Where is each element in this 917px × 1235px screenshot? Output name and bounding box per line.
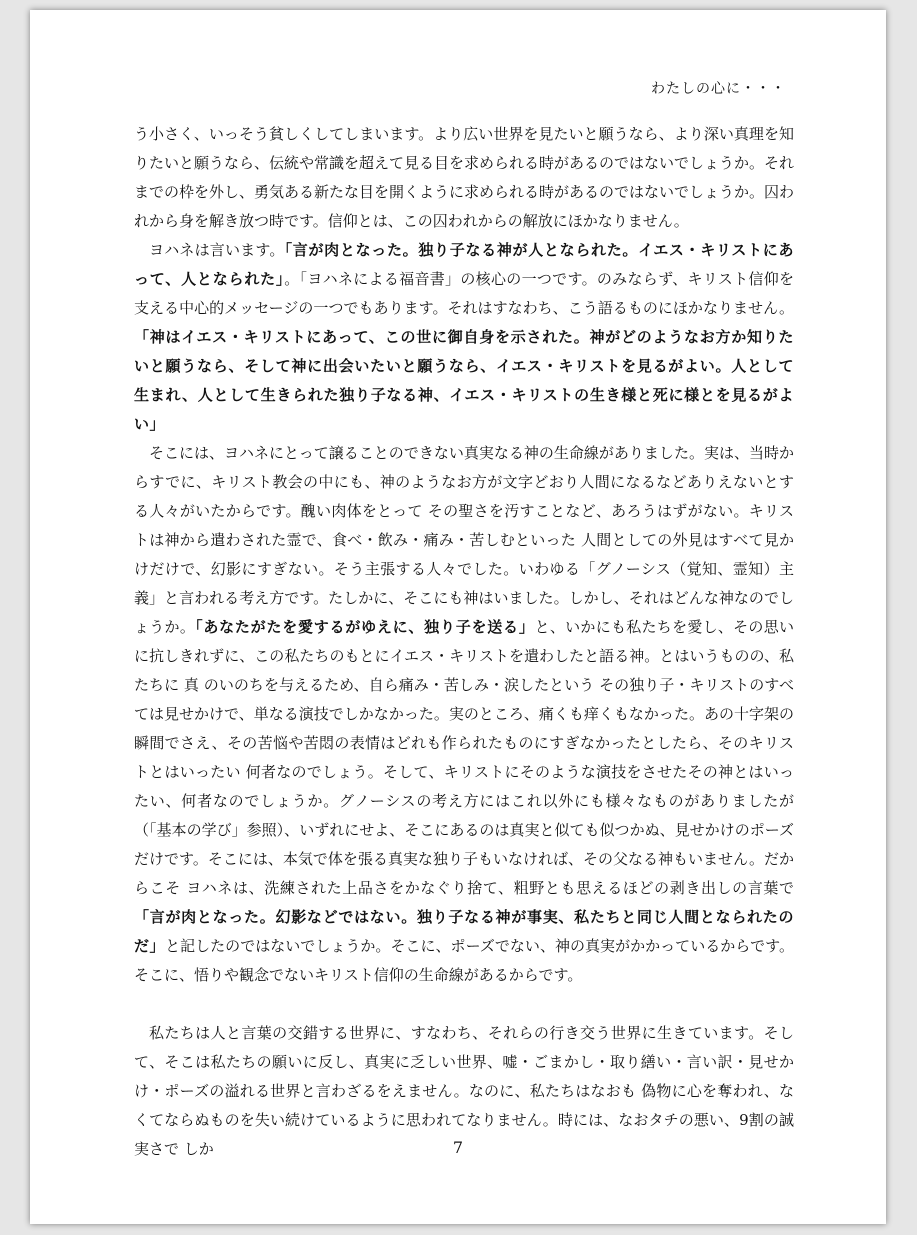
- text-run: と、いかにも私たちを愛し、その思いに抗しきれずに、この私たちのもとにイエス・キリストを遣わしたと語る神。とはいうものの、私たちに 真 のいのちを与えるため、自ら痛み・苦しみ・涙したという その独り子・キリストのすべては見せかけで、単なる演技でしかなかった。実のところ、痛くも痒くもなかった。あの十字架の瞬間でさえ、その苦悩や苦悶の表情はどれも作られたものにすぎなかったとしたら、そのキリストとはいったい 何者なのでしょう。そして、キリストにそのような演技をさせたその神とはいったい、何者なのでしょうか。グノーシスの考え方にはこれ以外にも様々なものがありましたが（「基本の学び」参照）、いずれにせよ、そこにあるのは真実と似ても似つかぬ、見せかけのポーズだけです。そこには、本気で体を張る真実な独り子もいなければ、その父なる神もいません。だからこそ ヨハネは、洗練された上品さをかなぐり捨て、粗野とも思えるほどの剥き出しの言葉で: [134, 618, 794, 897]
- text-run: そこには、ヨハネにとって譲ることのできない真実なる神の生命線がありました。実は、当時からすでに、キリスト教会の中にも、神のようなお方が文字どおり人間になるなどありえないとする人々がいたからです。醜い肉体をとって その聖さを汚すことなど、あろうはずがない。キリストは神から遣わされた霊で、食べ・飲み・痛み・苦しむといった 人間としての外見はすべて見かけだけで、幻影にすぎない。そう主張する人々でした。いわゆる「グノーシス（覚知、霊知）主義」と言われる考え方です。たしかに、そこにも神はいました。しかし、それはどんな神なのでしょうか。: [134, 444, 794, 636]
- text-run: 。「ヨハネによる福音書」の核心の一つです。のみならず、キリスト信仰を支える中心的メッセージの一つでもあります。それはすなわち、こう語るものにほかなりません。: [134, 270, 795, 317]
- text-run: と記したのではないでしょうか。そこに、ポーズでない、神の真実がかかっているからです。そこに、悟りや観念でないキリスト信仰の生命線があるからです。: [134, 937, 794, 984]
- emphasized-quote: 「言が肉となった。幻影などではない。独り子なる神が事実、私たちと同じ人間となられたのだ」: [134, 908, 794, 955]
- emphasized-quote: 「神はイエス・キリストにあって、この世に御自身を示された。神がどのようなお方か知りたいと願うなら、そして神に出会いたいと願うなら、イエス・キリストを見るがよい。人として生まれ、人として生きられた独り子なる神、イエス・キリストの生き様と死に様とを見るがよい」: [134, 328, 794, 433]
- emphasized-quote: 「あなたがたを愛するがゆえに、独り子を送る」: [195, 618, 535, 636]
- paragraph-2: [134, 236, 794, 439]
- page-number: 7: [452, 1138, 464, 1157]
- text-run: ヨハネは言います。: [149, 241, 285, 259]
- text-run: 私たちは人と言葉の交錯する世界に、すなわち、それらの行き交う世界に生きています。そして、そこは私たちの願いに反し、真実に乏しい世界、嘘・ごまかし・取り繕い・言い訳・見せかけ・ポーズの溢れる世界と言わざるをえません。なのに、私たちはなおも 偽物に心を奪われ、なくてならぬものを失い続けているように思われてなりません。時には、なおタチの悪い、9割の誠実さで しか: [134, 1024, 794, 1158]
- emphasized-quote: 「言が肉となった。独り子なる神が人となられた。イエス・キリストにあって、人となられた」: [134, 241, 794, 288]
- paragraph-1: [134, 120, 794, 236]
- body-text: [134, 120, 794, 1164]
- running-header: わたしの心に・・・: [651, 81, 786, 97]
- paragraph-3: [134, 439, 794, 990]
- text-run: う小さく、いっそう貧しくしてしまいます。より広い世界を見たいと願うなら、より深い真理を知りたいと願うなら、伝統や常識を超えて見る目を求められる時があるのではないでしょうか。それまでの枠を外し、勇気ある新たな目を開くように求められる時があるのではないでしょうか。囚われから身を解き放つ時です。信仰とは、この囚われからの解放にほかなりません。: [134, 125, 795, 230]
- document-page: [30, 10, 886, 1224]
